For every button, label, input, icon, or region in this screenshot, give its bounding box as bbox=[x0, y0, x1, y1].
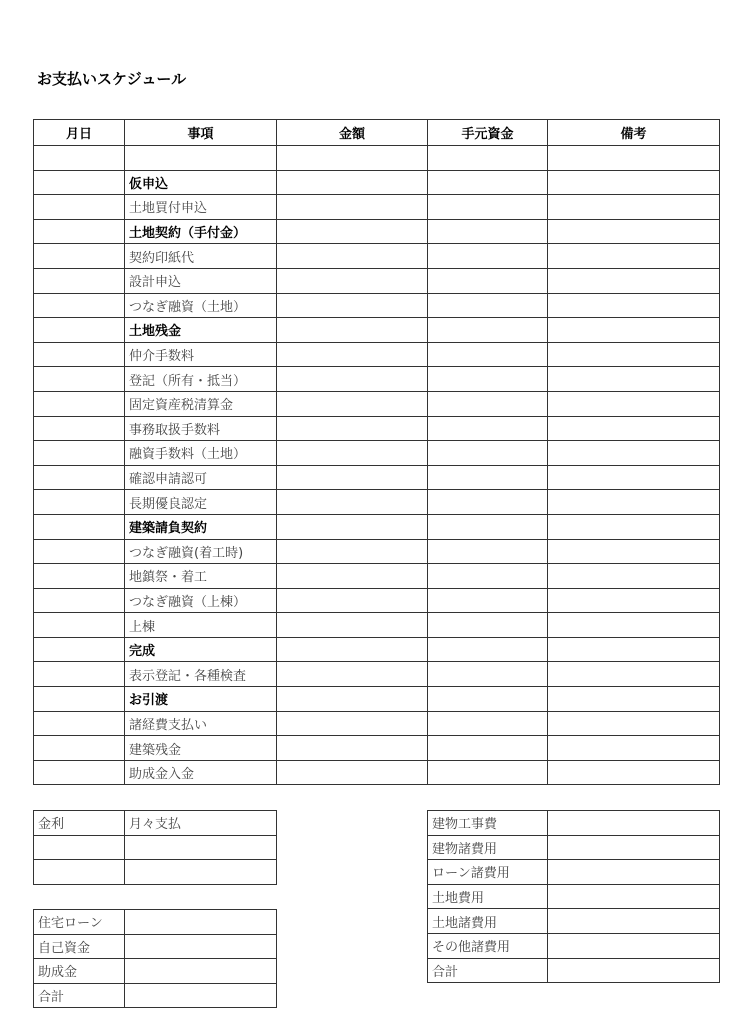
monthly-payment-cell[interactable] bbox=[125, 860, 277, 885]
cash-cell[interactable] bbox=[428, 219, 548, 244]
remarks-cell[interactable] bbox=[548, 564, 720, 589]
date-cell[interactable] bbox=[34, 760, 125, 785]
amount-cell[interactable] bbox=[277, 293, 428, 318]
amount-cell[interactable] bbox=[277, 662, 428, 687]
header-remarks: 備考 bbox=[548, 120, 720, 146]
date-cell[interactable] bbox=[34, 367, 125, 392]
cash-cell[interactable] bbox=[428, 465, 548, 490]
monthly-payment-label: 月々支払 bbox=[125, 811, 277, 836]
amount-cell[interactable] bbox=[277, 564, 428, 589]
table-row bbox=[34, 441, 720, 466]
cost-label: 建物諸費用 bbox=[428, 835, 548, 860]
header-date: 月日 bbox=[34, 120, 125, 146]
remarks-cell[interactable] bbox=[548, 342, 720, 367]
cash-cell[interactable] bbox=[428, 760, 548, 785]
cash-cell[interactable] bbox=[428, 391, 548, 416]
cost-value-cell[interactable] bbox=[548, 860, 720, 885]
amount-cell[interactable] bbox=[277, 367, 428, 392]
item-cell: 設計申込 bbox=[125, 268, 277, 293]
item-cell: 表示登記・各種検査 bbox=[125, 662, 277, 687]
cash-cell[interactable] bbox=[428, 367, 548, 392]
remarks-cell[interactable] bbox=[548, 736, 720, 761]
cash-cell[interactable] bbox=[428, 416, 548, 441]
cost-label: 合計 bbox=[428, 958, 548, 983]
table-row bbox=[428, 909, 720, 934]
remarks-cell[interactable] bbox=[548, 293, 720, 318]
table-row bbox=[34, 588, 720, 613]
table-row bbox=[34, 367, 720, 392]
item-cell: 建築残金 bbox=[125, 736, 277, 761]
item-cell: 完成 bbox=[125, 637, 277, 662]
table-row bbox=[34, 662, 720, 687]
item-cell: つなぎ融資（上棟） bbox=[125, 588, 277, 613]
table-row bbox=[34, 268, 720, 293]
remarks-cell[interactable] bbox=[548, 662, 720, 687]
table-row bbox=[34, 564, 720, 589]
amount-cell[interactable] bbox=[277, 195, 428, 220]
item-cell: 契約印紙代 bbox=[125, 244, 277, 269]
amount-cell[interactable] bbox=[277, 637, 428, 662]
cost-value-cell[interactable] bbox=[548, 909, 720, 934]
item-cell: 建築請負契約 bbox=[125, 514, 277, 539]
remarks-cell[interactable] bbox=[548, 391, 720, 416]
date-cell[interactable] bbox=[34, 268, 125, 293]
table-row bbox=[34, 391, 720, 416]
amount-cell[interactable] bbox=[277, 613, 428, 638]
funding-value-cell[interactable] bbox=[125, 934, 277, 959]
amount-cell[interactable] bbox=[277, 342, 428, 367]
amount-cell[interactable] bbox=[277, 416, 428, 441]
date-cell[interactable] bbox=[34, 146, 125, 171]
table-row bbox=[34, 983, 277, 1008]
date-cell[interactable] bbox=[34, 514, 125, 539]
item-cell bbox=[125, 146, 277, 171]
table-row bbox=[34, 219, 720, 244]
monthly-payment-cell[interactable] bbox=[125, 835, 277, 860]
cash-cell[interactable] bbox=[428, 687, 548, 712]
remarks-cell[interactable] bbox=[548, 760, 720, 785]
table-row bbox=[34, 835, 277, 860]
table-row bbox=[34, 539, 720, 564]
funding-label: 助成金 bbox=[34, 959, 125, 984]
funding-value-cell[interactable] bbox=[125, 959, 277, 984]
item-cell: つなぎ融資(着工時) bbox=[125, 539, 277, 564]
remarks-cell[interactable] bbox=[548, 367, 720, 392]
date-cell[interactable] bbox=[34, 736, 125, 761]
cost-value-cell[interactable] bbox=[548, 884, 720, 909]
table-row bbox=[34, 416, 720, 441]
cash-cell[interactable] bbox=[428, 244, 548, 269]
remarks-cell[interactable] bbox=[548, 490, 720, 515]
amount-cell[interactable] bbox=[277, 514, 428, 539]
remarks-cell[interactable] bbox=[548, 146, 720, 171]
table-row bbox=[34, 934, 277, 959]
table-row bbox=[34, 637, 720, 662]
remarks-cell[interactable] bbox=[548, 195, 720, 220]
amount-cell[interactable] bbox=[277, 441, 428, 466]
cash-cell[interactable] bbox=[428, 293, 548, 318]
item-cell: 地鎮祭・着工 bbox=[125, 564, 277, 589]
item-cell: 仲介手数料 bbox=[125, 342, 277, 367]
amount-cell[interactable] bbox=[277, 244, 428, 269]
funding-label: 合計 bbox=[34, 983, 125, 1008]
date-cell[interactable] bbox=[34, 564, 125, 589]
date-cell[interactable] bbox=[34, 687, 125, 712]
date-cell[interactable] bbox=[34, 219, 125, 244]
table-row bbox=[34, 293, 720, 318]
cost-value-cell[interactable] bbox=[548, 958, 720, 983]
date-cell[interactable] bbox=[34, 416, 125, 441]
amount-cell[interactable] bbox=[277, 711, 428, 736]
table-row bbox=[34, 465, 720, 490]
cash-cell[interactable] bbox=[428, 662, 548, 687]
remarks-cell[interactable] bbox=[548, 637, 720, 662]
table-row bbox=[428, 860, 720, 885]
remarks-cell[interactable] bbox=[548, 318, 720, 343]
table-row bbox=[34, 736, 720, 761]
cost-label: その他諸費用 bbox=[428, 933, 548, 958]
item-cell: 土地残金 bbox=[125, 318, 277, 343]
remarks-cell[interactable] bbox=[548, 268, 720, 293]
amount-cell[interactable] bbox=[277, 170, 428, 195]
funding-table bbox=[33, 909, 277, 1008]
interest-rate-cell[interactable] bbox=[34, 835, 125, 860]
amount-cell[interactable] bbox=[277, 465, 428, 490]
header-row bbox=[34, 120, 720, 146]
interest-table bbox=[33, 810, 277, 885]
cash-cell[interactable] bbox=[428, 146, 548, 171]
date-cell[interactable] bbox=[34, 195, 125, 220]
cash-cell[interactable] bbox=[428, 490, 548, 515]
date-cell[interactable] bbox=[34, 711, 125, 736]
table-row bbox=[34, 613, 720, 638]
date-cell[interactable] bbox=[34, 588, 125, 613]
table-row bbox=[428, 835, 720, 860]
remarks-cell[interactable] bbox=[548, 539, 720, 564]
amount-cell[interactable] bbox=[277, 687, 428, 712]
header-amount: 金額 bbox=[277, 120, 428, 146]
table-row bbox=[34, 146, 720, 171]
item-cell: つなぎ融資（土地） bbox=[125, 293, 277, 318]
amount-cell[interactable] bbox=[277, 760, 428, 785]
cash-cell[interactable] bbox=[428, 613, 548, 638]
table-row bbox=[34, 244, 720, 269]
amount-cell[interactable] bbox=[277, 268, 428, 293]
date-cell[interactable] bbox=[34, 244, 125, 269]
date-cell[interactable] bbox=[34, 662, 125, 687]
amount-cell[interactable] bbox=[277, 539, 428, 564]
remarks-cell[interactable] bbox=[548, 170, 720, 195]
table-row bbox=[34, 910, 277, 935]
funding-label: 自己資金 bbox=[34, 934, 125, 959]
item-cell: 諸経費支払い bbox=[125, 711, 277, 736]
cost-summary-table bbox=[427, 810, 720, 983]
item-cell: 事務取扱手数料 bbox=[125, 416, 277, 441]
cash-cell[interactable] bbox=[428, 564, 548, 589]
cash-cell[interactable] bbox=[428, 514, 548, 539]
table-row bbox=[34, 711, 720, 736]
table-row bbox=[34, 959, 277, 984]
item-cell: 仮申込 bbox=[125, 170, 277, 195]
table-row bbox=[34, 687, 720, 712]
remarks-cell[interactable] bbox=[548, 441, 720, 466]
cost-label: 建物工事費 bbox=[428, 811, 548, 836]
remarks-cell[interactable] bbox=[548, 687, 720, 712]
table-row bbox=[34, 811, 277, 836]
cost-value-cell[interactable] bbox=[548, 835, 720, 860]
table-row bbox=[34, 318, 720, 343]
table-row bbox=[428, 811, 720, 836]
table-row bbox=[34, 860, 277, 885]
header-cash-on-hand: 手元資金 bbox=[428, 120, 548, 146]
item-cell: 長期優良認定 bbox=[125, 490, 277, 515]
remarks-cell[interactable] bbox=[548, 244, 720, 269]
remarks-cell[interactable] bbox=[548, 465, 720, 490]
amount-cell[interactable] bbox=[277, 318, 428, 343]
table-row bbox=[34, 342, 720, 367]
amount-cell[interactable] bbox=[277, 490, 428, 515]
funding-value-cell[interactable] bbox=[125, 983, 277, 1008]
cost-label: ローン諸費用 bbox=[428, 860, 548, 885]
cash-cell[interactable] bbox=[428, 441, 548, 466]
interest-rate-cell[interactable] bbox=[34, 860, 125, 885]
cash-cell[interactable] bbox=[428, 711, 548, 736]
cash-cell[interactable] bbox=[428, 268, 548, 293]
item-cell: 登記（所有・抵当） bbox=[125, 367, 277, 392]
item-cell: 固定資産税清算金 bbox=[125, 391, 277, 416]
date-cell[interactable] bbox=[34, 318, 125, 343]
date-cell[interactable] bbox=[34, 170, 125, 195]
date-cell[interactable] bbox=[34, 539, 125, 564]
remarks-cell[interactable] bbox=[548, 613, 720, 638]
item-cell: 土地契約（手付金） bbox=[125, 219, 277, 244]
item-cell: 融資手数料（土地） bbox=[125, 441, 277, 466]
amount-cell[interactable] bbox=[277, 391, 428, 416]
amount-cell[interactable] bbox=[277, 146, 428, 171]
date-cell[interactable] bbox=[34, 490, 125, 515]
payment-schedule-table bbox=[33, 119, 720, 785]
cash-cell[interactable] bbox=[428, 588, 548, 613]
header-item: 事項 bbox=[125, 120, 277, 146]
date-cell[interactable] bbox=[34, 342, 125, 367]
table-row bbox=[34, 195, 720, 220]
date-cell[interactable] bbox=[34, 391, 125, 416]
funding-value-cell[interactable] bbox=[125, 910, 277, 935]
cash-cell[interactable] bbox=[428, 318, 548, 343]
cash-cell[interactable] bbox=[428, 342, 548, 367]
table-row bbox=[34, 170, 720, 195]
remarks-cell[interactable] bbox=[548, 588, 720, 613]
amount-cell[interactable] bbox=[277, 736, 428, 761]
item-cell: お引渡 bbox=[125, 687, 277, 712]
remarks-cell[interactable] bbox=[548, 711, 720, 736]
date-cell[interactable] bbox=[34, 441, 125, 466]
cost-value-cell[interactable] bbox=[548, 933, 720, 958]
cash-cell[interactable] bbox=[428, 195, 548, 220]
date-cell[interactable] bbox=[34, 613, 125, 638]
cost-value-cell[interactable] bbox=[548, 811, 720, 836]
funding-label: 住宅ローン bbox=[34, 910, 125, 935]
item-cell: 上棟 bbox=[125, 613, 277, 638]
remarks-cell[interactable] bbox=[548, 514, 720, 539]
page-title: お支払いスケジュール bbox=[37, 70, 187, 88]
table-row bbox=[34, 490, 720, 515]
cost-label: 土地費用 bbox=[428, 884, 548, 909]
amount-cell[interactable] bbox=[277, 588, 428, 613]
date-cell[interactable] bbox=[34, 465, 125, 490]
table-row bbox=[428, 958, 720, 983]
remarks-cell[interactable] bbox=[548, 219, 720, 244]
item-cell: 助成金入金 bbox=[125, 760, 277, 785]
interest-rate-label: 金利 bbox=[34, 811, 125, 836]
cash-cell[interactable] bbox=[428, 170, 548, 195]
table-row bbox=[34, 760, 720, 785]
cash-cell[interactable] bbox=[428, 637, 548, 662]
cash-cell[interactable] bbox=[428, 736, 548, 761]
date-cell[interactable] bbox=[34, 637, 125, 662]
date-cell[interactable] bbox=[34, 293, 125, 318]
table-row bbox=[34, 514, 720, 539]
cost-label: 土地諸費用 bbox=[428, 909, 548, 934]
table-row bbox=[428, 933, 720, 958]
remarks-cell[interactable] bbox=[548, 416, 720, 441]
table-row bbox=[428, 884, 720, 909]
item-cell: 確認申請認可 bbox=[125, 465, 277, 490]
item-cell: 土地買付申込 bbox=[125, 195, 277, 220]
cash-cell[interactable] bbox=[428, 539, 548, 564]
amount-cell[interactable] bbox=[277, 219, 428, 244]
